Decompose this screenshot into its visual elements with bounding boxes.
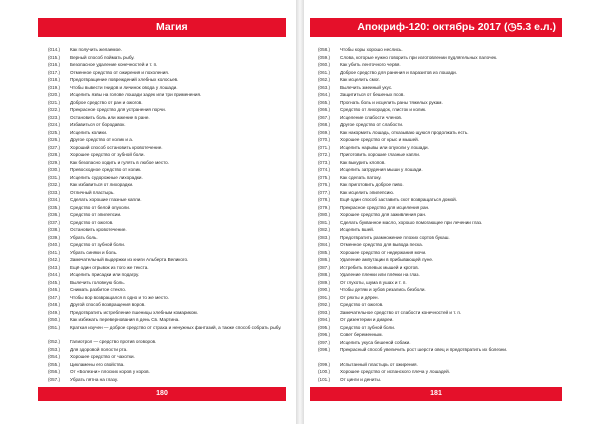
list-item bbox=[318, 279, 558, 287]
item-text: Защититься от бешеных псов. bbox=[340, 92, 405, 97]
item-number: (042.) bbox=[48, 257, 61, 262]
item-text: Прекрасное средство для исцеления ран. bbox=[340, 204, 430, 210]
list-item bbox=[318, 346, 558, 361]
list-item bbox=[318, 151, 558, 159]
list-item bbox=[48, 234, 284, 242]
item-text: Для здоровой полости рта. bbox=[70, 346, 128, 352]
left-table-of-contents bbox=[48, 46, 284, 383]
list-item bbox=[48, 368, 284, 376]
list-item bbox=[318, 234, 558, 242]
item-number: (062.) bbox=[318, 77, 331, 82]
list-item bbox=[318, 46, 558, 54]
list-item bbox=[318, 84, 558, 92]
list-item bbox=[318, 241, 558, 249]
item-number: (033.) bbox=[48, 189, 61, 195]
item-text: Сделать букванное масло, хорошо помогающее при лечении глаз. bbox=[340, 219, 483, 225]
list-item bbox=[318, 376, 558, 384]
item-text: Остановить кровотечение. bbox=[70, 227, 127, 232]
item-number: (073.) bbox=[318, 159, 331, 165]
item-text: Цикламены его свойства. bbox=[70, 361, 125, 367]
item-text: Исцелить колики. bbox=[70, 129, 108, 135]
list-item bbox=[48, 166, 284, 174]
list-item bbox=[48, 376, 284, 384]
item-number: (071.) bbox=[318, 144, 331, 150]
list-item bbox=[318, 99, 558, 107]
list-item bbox=[318, 121, 558, 129]
item-number: (015.) bbox=[48, 54, 61, 60]
item-text: Приготовить хорошие глазные капли. bbox=[340, 152, 421, 157]
item-text: Как избавиться от лихорадки. bbox=[70, 182, 134, 187]
item-number: (049.) bbox=[48, 309, 61, 315]
item-text: Отменное средство для вывода песка. bbox=[340, 242, 423, 247]
item-number: (028.) bbox=[48, 152, 61, 157]
item-text: Хорошее средство от испанского плеча у лошадей. bbox=[340, 369, 450, 374]
item-text: Как убить ленточного червя. bbox=[340, 62, 401, 67]
list-item bbox=[48, 301, 284, 309]
list-item bbox=[48, 241, 284, 249]
item-text: Отличный пластырь. bbox=[70, 189, 115, 195]
item-text: Вылечить головную боль. bbox=[70, 279, 125, 285]
list-item bbox=[48, 271, 284, 279]
item-text: Средство от эпилепсии. bbox=[70, 212, 122, 217]
list-item bbox=[48, 309, 284, 317]
list-item bbox=[318, 339, 558, 347]
item-text: Вылечить змеиный укус. bbox=[340, 84, 393, 90]
list-item bbox=[318, 271, 558, 279]
list-item bbox=[48, 129, 284, 137]
list-item bbox=[318, 368, 558, 376]
item-number: (100.) bbox=[318, 369, 331, 374]
list-item bbox=[48, 204, 284, 212]
item-number: (026.) bbox=[48, 137, 61, 142]
item-number: (019.) bbox=[48, 84, 61, 90]
item-number: (022.) bbox=[48, 107, 61, 112]
item-number: (037.) bbox=[48, 219, 61, 225]
list-item bbox=[318, 61, 558, 69]
list-item bbox=[318, 129, 558, 137]
list-item bbox=[318, 256, 558, 264]
list-item bbox=[48, 324, 284, 339]
item-number: (091.) bbox=[318, 294, 331, 300]
item-text: Хорошее средство от чахотки. bbox=[70, 354, 135, 359]
item-text: Ещё один способ заставить скот возвращаться домой. bbox=[340, 197, 458, 202]
item-text: Как безопасно ходить и гулять в любое место. bbox=[70, 159, 169, 165]
item-number: (030.) bbox=[48, 167, 61, 172]
item-number: (016.) bbox=[48, 62, 61, 67]
item-number: (083.) bbox=[318, 234, 331, 240]
item-number: (101.) bbox=[318, 376, 331, 382]
item-text: Другое средство от слабости. bbox=[340, 122, 404, 127]
item-number: (063.) bbox=[318, 84, 331, 90]
item-number: (047.) bbox=[48, 294, 61, 300]
item-number: (035.) bbox=[48, 204, 61, 210]
item-number: (067.) bbox=[318, 114, 331, 120]
list-item bbox=[48, 91, 284, 99]
item-text: Слова, которые нужно говорить при изготовлении пудлягельных палочек. bbox=[340, 54, 498, 60]
list-item bbox=[48, 338, 284, 346]
list-item bbox=[48, 174, 284, 182]
right-page-number: 181 bbox=[310, 387, 562, 401]
item-number: (023.) bbox=[48, 114, 61, 120]
item-number: (095.) bbox=[318, 324, 331, 330]
item-text: Как избежать перевернования в день Св. Мартина. bbox=[70, 317, 180, 322]
list-item bbox=[318, 181, 558, 189]
list-item bbox=[318, 76, 558, 84]
item-text: Другое средство от колик и а. bbox=[70, 137, 134, 142]
item-text: Доброе средство для ранения и паразитов из лошади. bbox=[340, 69, 458, 75]
list-item bbox=[318, 301, 558, 309]
item-text: Ещё один отрывок из того же текста. bbox=[70, 264, 149, 270]
list-item bbox=[318, 264, 558, 272]
list-item bbox=[48, 211, 284, 219]
item-number: (099.) bbox=[318, 361, 331, 367]
item-number: (025.) bbox=[48, 129, 61, 135]
item-number: (053.) bbox=[48, 346, 61, 352]
list-item bbox=[318, 316, 558, 324]
list-item bbox=[318, 159, 558, 167]
item-text: Предотвратить размножение плохих сортов букаш. bbox=[340, 234, 450, 240]
item-text: От глухоты, шума в ушах и т. п. bbox=[340, 279, 407, 285]
list-item bbox=[318, 361, 558, 369]
item-number: (031.) bbox=[48, 174, 61, 180]
item-number: (014.) bbox=[48, 47, 61, 52]
item-text: От ряхты и дёрен. bbox=[340, 294, 379, 300]
item-number: (043.) bbox=[48, 264, 61, 270]
item-text: Прекрасное средство для устранения порчи. bbox=[70, 107, 166, 112]
item-text: Как сделать патоку. bbox=[340, 174, 382, 180]
item-number: (021.) bbox=[48, 99, 61, 105]
item-text: Удаление ампутации в прибывающей луне. bbox=[340, 257, 434, 262]
item-text: Как приготовить доброе пиво. bbox=[340, 182, 404, 187]
item-number: (044.) bbox=[48, 272, 61, 277]
item-number: (027.) bbox=[48, 144, 61, 150]
item-number: (024.) bbox=[48, 122, 61, 127]
list-item bbox=[48, 114, 284, 122]
item-number: (017.) bbox=[48, 69, 61, 75]
item-text: Хорошее средство от зубной боли. bbox=[70, 152, 145, 157]
list-item bbox=[48, 76, 284, 84]
item-number: (055.) bbox=[48, 361, 61, 367]
item-number: (088.) bbox=[318, 272, 331, 277]
item-text: Чтобы вывести гнидов и личинок овода у лошади. bbox=[70, 84, 178, 90]
item-text: Средство от белой опухоли. bbox=[70, 204, 131, 210]
item-number: (059.) bbox=[318, 54, 331, 60]
item-text: Остановить боль или жжение в ране. bbox=[70, 114, 150, 120]
list-item bbox=[48, 144, 284, 152]
item-text: Средство от зубной боли. bbox=[340, 324, 396, 330]
item-number: (050.) bbox=[48, 317, 61, 322]
item-number: (097.) bbox=[318, 339, 331, 345]
item-number: (056.) bbox=[48, 369, 61, 374]
list-item bbox=[48, 353, 284, 361]
item-text: Истребить полевых мышей и кротов. bbox=[340, 264, 419, 270]
item-text: Галиотрол — средство против оговоров. bbox=[70, 339, 157, 344]
item-number: (020.) bbox=[48, 92, 61, 97]
item-text: Прекрасный способ увеличить рост шерсти овец и предотвратить их болезни. bbox=[340, 347, 508, 352]
left-page-header: Магия bbox=[38, 18, 286, 37]
right-page-header: Апокриф-120: октябрь 2017 (◷5.3 е.л.) bbox=[310, 18, 562, 37]
item-number: (075.) bbox=[318, 174, 331, 180]
item-text: Хорошее средство для заживления ран. bbox=[340, 212, 427, 217]
list-item bbox=[48, 256, 284, 264]
list-item bbox=[318, 174, 558, 182]
item-number: (057.) bbox=[48, 376, 61, 382]
item-number: (094.) bbox=[318, 317, 331, 322]
list-item bbox=[318, 204, 558, 212]
item-number: (085.) bbox=[318, 249, 331, 255]
list-item bbox=[48, 219, 284, 227]
list-item bbox=[48, 99, 284, 107]
item-number: (029.) bbox=[48, 159, 61, 165]
list-item bbox=[48, 286, 284, 294]
item-text: Хорошее средство от крыс и мышей. bbox=[340, 137, 420, 142]
list-item bbox=[318, 249, 558, 257]
item-number: (087.) bbox=[318, 264, 331, 270]
item-number: (096.) bbox=[318, 332, 331, 337]
item-text: Избавиться от бородавок. bbox=[70, 122, 126, 127]
list-item bbox=[48, 106, 284, 114]
item-number: (081.) bbox=[318, 219, 331, 225]
item-text: Чтобы детям и зубов резались безболи. bbox=[340, 287, 426, 292]
item-number: (082.) bbox=[318, 227, 331, 232]
list-item bbox=[318, 54, 558, 62]
item-text: Убрать пятна на глазу. bbox=[70, 376, 118, 382]
list-item bbox=[48, 181, 284, 189]
list-item bbox=[318, 294, 558, 302]
list-item bbox=[318, 196, 558, 204]
item-text: Доброе средство от ран и ожогов. bbox=[70, 99, 143, 105]
item-text: Исцеление слабости членов. bbox=[340, 114, 403, 120]
list-item bbox=[318, 106, 558, 114]
item-number: (041.) bbox=[48, 249, 61, 255]
item-number: (068.) bbox=[318, 122, 331, 127]
list-item bbox=[318, 91, 558, 99]
left-page-number: 180 bbox=[38, 387, 286, 401]
list-item bbox=[48, 196, 284, 204]
item-text: Предотвращение повреждений хлебных колосьев. bbox=[70, 77, 179, 82]
item-number: (093.) bbox=[318, 309, 331, 315]
item-number: (072.) bbox=[318, 152, 331, 157]
list-item bbox=[48, 151, 284, 159]
item-number: (070.) bbox=[318, 137, 331, 142]
item-number: (052.) bbox=[48, 339, 61, 344]
item-number: (018.) bbox=[48, 77, 61, 82]
right-table-of-contents bbox=[318, 46, 558, 383]
item-number: (040.) bbox=[48, 242, 61, 247]
list-item bbox=[318, 136, 558, 144]
item-text: Как выкурить клопов. bbox=[340, 159, 386, 165]
list-item bbox=[48, 264, 284, 272]
item-text: Как получить желаемое. bbox=[70, 47, 122, 52]
list-item bbox=[48, 84, 284, 92]
item-number: (060.) bbox=[318, 62, 331, 67]
item-text: Хорошее средство от недержания мочи. bbox=[340, 249, 427, 255]
item-number: (080.) bbox=[318, 212, 331, 217]
list-item bbox=[48, 46, 284, 54]
item-text: Как исцелить смог. bbox=[340, 77, 380, 82]
item-text: Снимать разбитое стекло. bbox=[70, 287, 127, 292]
list-item bbox=[318, 114, 558, 122]
item-number: (061.) bbox=[318, 69, 331, 75]
item-number: (086.) bbox=[318, 257, 331, 262]
item-number: (048.) bbox=[48, 302, 61, 307]
item-text: Хороший способ остановить кровотечение. bbox=[70, 144, 163, 150]
item-text: Отменное средство от ожирения и похоления. bbox=[70, 69, 170, 75]
book-fold bbox=[296, 0, 304, 424]
list-item bbox=[48, 61, 284, 69]
list-item bbox=[318, 226, 558, 234]
item-text: Как исцелить эпилепсию. bbox=[340, 189, 395, 195]
item-text: Предотвратить истребление пшеницы хлебным комариком. bbox=[70, 309, 198, 315]
item-text: Прогнать боль и исцелить раны тяжелых рукам. bbox=[340, 99, 443, 105]
item-number: (076.) bbox=[318, 182, 331, 187]
right-page bbox=[304, 0, 600, 424]
list-item bbox=[48, 136, 284, 144]
list-item bbox=[48, 69, 284, 77]
item-number: (038.) bbox=[48, 227, 61, 232]
list-item bbox=[318, 166, 558, 174]
item-text: Замечательный выдержки из книги Альберта Великого. bbox=[70, 257, 189, 262]
list-item bbox=[318, 219, 558, 227]
item-number: (074.) bbox=[318, 167, 331, 172]
item-text: Средство от ожогов. bbox=[70, 219, 114, 225]
list-item bbox=[48, 249, 284, 257]
item-number: (064.) bbox=[318, 92, 331, 97]
item-number: (078.) bbox=[318, 197, 331, 202]
list-item bbox=[48, 361, 284, 369]
item-text: Исцелить затрудения мыши у лошади. bbox=[340, 167, 423, 172]
item-number: (036.) bbox=[48, 212, 61, 217]
item-text: Убрать синяки и боль. bbox=[70, 249, 118, 255]
item-text: Верный способ поймать рыбу. bbox=[70, 54, 135, 60]
item-text: Совет беременным. bbox=[340, 332, 383, 337]
item-number: (079.) bbox=[318, 204, 331, 210]
item-number: (032.) bbox=[48, 182, 61, 187]
left-page bbox=[0, 0, 296, 424]
list-item bbox=[48, 226, 284, 234]
item-number: (051.) bbox=[48, 324, 61, 330]
item-number: (090.) bbox=[318, 287, 331, 292]
list-item bbox=[318, 324, 558, 332]
item-text: Испытанный пластырь от ожирения. bbox=[340, 361, 418, 367]
list-item bbox=[48, 159, 284, 167]
item-text: Исцелить присадки или подагру. bbox=[70, 272, 140, 277]
item-number: (092.) bbox=[318, 302, 331, 307]
item-text: Удаление пленки или плёнки на глаз. bbox=[340, 272, 420, 277]
list-item bbox=[48, 346, 284, 354]
item-text: Средство от лихорадок, глисток и колик. bbox=[340, 107, 427, 112]
item-text: Исцелить нарывы или опухоли у лошади. bbox=[340, 144, 429, 150]
item-text: Превосходное средство от колик. bbox=[70, 167, 142, 172]
list-item bbox=[318, 189, 558, 197]
item-text: От «Болезни» плоских коров у коров. bbox=[70, 369, 150, 374]
item-text: Исцелить укуса бешеной собаки. bbox=[340, 339, 411, 345]
list-item bbox=[48, 54, 284, 62]
item-text: Исцелить вшей. bbox=[340, 227, 375, 232]
item-text: Средство от зубной боли. bbox=[70, 242, 126, 247]
item-number: (098.) bbox=[318, 347, 331, 352]
item-text: Чтобы коры хорошо неслись. bbox=[340, 47, 403, 52]
item-text: Убрать боль. bbox=[70, 234, 98, 240]
list-item bbox=[318, 331, 558, 339]
item-text: Средство от ожогов. bbox=[340, 302, 384, 307]
item-number: (077.) bbox=[318, 189, 331, 195]
list-item bbox=[48, 294, 284, 302]
item-number: (034.) bbox=[48, 197, 61, 202]
item-number: (046.) bbox=[48, 287, 61, 292]
list-item bbox=[318, 309, 558, 317]
item-text: Как накормить лошадь, отказываю щуюся продолжать есть. bbox=[340, 129, 469, 135]
list-item bbox=[318, 211, 558, 219]
item-text: Чтобы вор возвращался в одно и то же место. bbox=[70, 294, 170, 300]
item-number: (089.) bbox=[318, 279, 331, 285]
list-item bbox=[48, 316, 284, 324]
item-number: (065.) bbox=[318, 99, 331, 105]
item-text: Исцелить язвы на голове лошади задек или три применения. bbox=[70, 92, 202, 97]
item-number: (084.) bbox=[318, 242, 331, 247]
item-text: Исцелить судорожные лихорадки. bbox=[70, 174, 143, 180]
list-item bbox=[318, 69, 558, 77]
item-number: (069.) bbox=[318, 129, 331, 135]
item-number: (066.) bbox=[318, 107, 331, 112]
item-number: (039.) bbox=[48, 234, 61, 240]
item-text: Другой способ возвращения воров. bbox=[70, 302, 146, 307]
item-number: (054.) bbox=[48, 354, 61, 359]
list-item bbox=[48, 279, 284, 287]
list-item bbox=[318, 144, 558, 152]
list-item bbox=[318, 286, 558, 294]
item-text: Замечательное средство от слабости конечностей и т. п. bbox=[340, 309, 462, 315]
item-text: От дизентерии и диареи. bbox=[340, 317, 394, 322]
list-item bbox=[48, 189, 284, 197]
item-text: От цинги и дениты. bbox=[340, 376, 382, 382]
item-text: Безопасное удаление конечностей и т. п. bbox=[70, 62, 158, 67]
item-text: Сделать хорошие глазные капли. bbox=[70, 197, 142, 202]
list-item bbox=[48, 121, 284, 129]
item-number: (058.) bbox=[318, 47, 331, 52]
item-text: Краткая изучен — доброе средство от страха и ненужных фантазий, а также способ собрать рыбу. bbox=[70, 324, 282, 330]
item-number: (045.) bbox=[48, 279, 61, 285]
